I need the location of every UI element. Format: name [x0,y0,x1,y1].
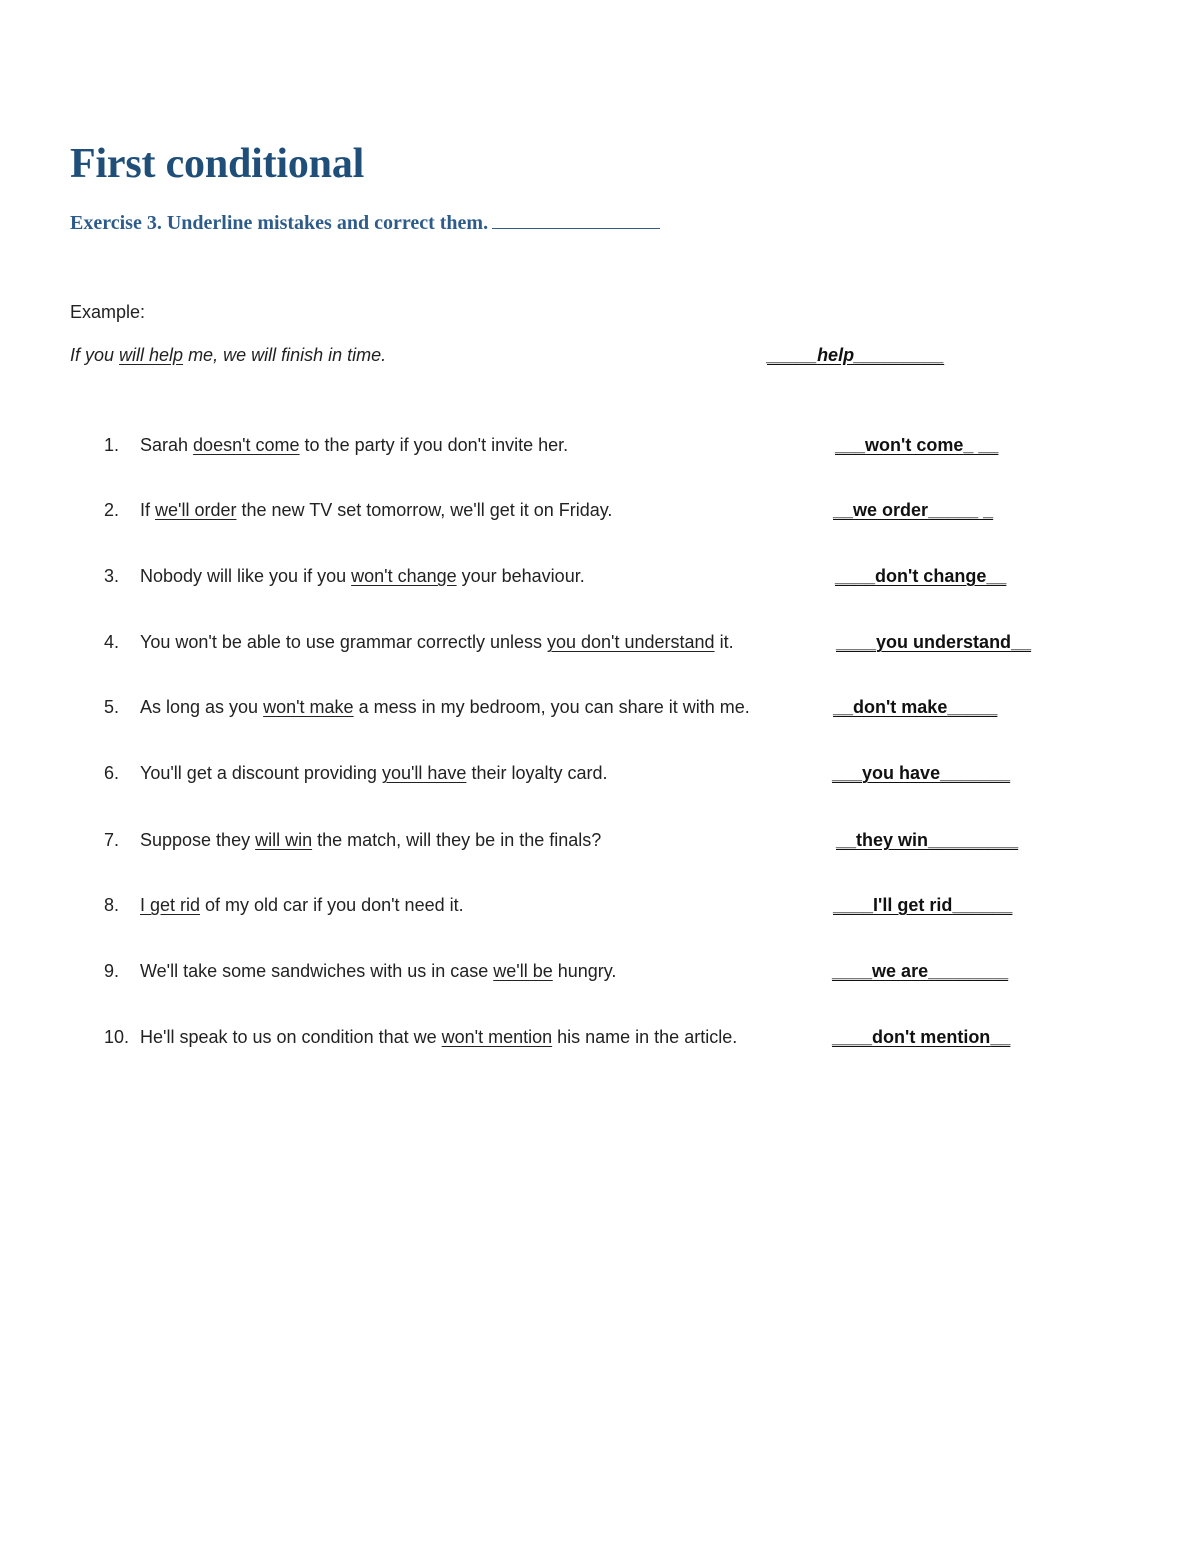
item-number: 2. [104,500,120,520]
exercise-item [104,961,616,982]
item-mistake: you don't understand [546,632,715,652]
item-mistake: you'll have [381,763,467,783]
item-text-before: Suppose they [140,830,256,850]
item-text-before: Sarah [140,435,194,455]
item-number: 5. [104,697,120,717]
exercise-item [104,566,585,587]
item-text-after: their loyalty card. [466,763,608,783]
item-text-before: You'll get a discount providing [140,763,382,783]
example-mistake: will help [119,345,184,365]
item-mistake: we'll be [493,961,553,981]
item-text-after: your behaviour. [456,566,585,586]
exercise-item [104,697,750,718]
item-answer-text: don't mention [872,1027,991,1047]
item-answer-text: we order [853,500,929,520]
item-answer: ____don't mention__ [832,1027,1011,1047]
item-answer-text: don't make [853,697,948,717]
item-text-after: it. [714,632,734,652]
item-text-before: We'll take some sandwiches with us in case [140,961,494,981]
item-answer: ____we are________ [832,961,1009,981]
item-text-before: As long as you [140,697,264,717]
item-text-after: the new TV set tomorrow, we'll get it on Friday. [236,500,613,520]
item-mistake: won't mention [441,1027,553,1047]
item-text-after: the match, will they be in the finals? [312,830,602,850]
item-answer: __we order_____ _ [833,500,994,520]
example-after: me, we will finish in time. [183,345,387,365]
exercise-item [104,1027,737,1048]
example-answer: _____help_________ [767,345,945,365]
example-sentence [70,345,386,366]
item-mistake: doesn't come [193,435,300,455]
item-answer-text: they win [856,830,929,850]
page-title: First conditional [70,141,365,187]
item-mistake: won't make [263,697,354,717]
item-answer-text: won't come [865,435,964,455]
item-answer-text: I'll get rid [873,895,953,915]
item-answer: __they win_________ [836,830,1019,850]
exercise-item [104,763,608,784]
item-answer-text: don't change [875,566,987,586]
item-answer-text: we are [872,961,929,981]
exercise-instruction-text: Exercise 3. Underline mistakes and correct them. [70,212,489,234]
item-number: 9. [104,961,120,981]
exercise-item [104,632,734,653]
exercise-item [104,830,601,851]
item-answer: ___you have_______ [832,763,1011,783]
item-number: 3. [104,566,120,586]
item-text-after: his name in the article. [552,1027,738,1047]
name-blank [492,212,660,229]
exercise-item [104,895,464,916]
item-mistake: we'll order [155,500,237,520]
item-answer-text: you understand [876,632,1012,652]
item-text-after: to the party if you don't invite her. [299,435,569,455]
item-answer: ___won't come_ __ [835,435,999,455]
item-text-after: of my old car if you don't need it. [200,895,464,915]
example-label: Example: [70,302,146,322]
example-answer-text: help [817,345,855,365]
item-text-after: a mess in my bedroom, you can share it with me. [353,697,750,717]
item-number: 1. [104,435,120,455]
item-text-before: Nobody will like you if you [140,566,352,586]
item-number: 4. [104,632,120,652]
item-answer: __don't make_____ [833,697,998,717]
item-mistake: will win [255,830,313,850]
item-answer: ____don't change__ [835,566,1007,586]
item-answer: ____I'll get rid______ [833,895,1013,915]
exercise-instruction [70,212,660,235]
exercise-item [104,500,612,521]
item-number: 10. [104,1027,130,1047]
item-number: 7. [104,830,120,850]
item-text-after: hungry. [552,961,617,981]
item-text-before: He'll speak to us on condition that we [140,1027,442,1047]
item-mistake: I get rid [140,895,201,915]
exercise-item [104,435,568,456]
item-number: 6. [104,763,120,783]
item-answer-text: you have [862,763,941,783]
item-answer: ____you understand__ [836,632,1032,652]
item-number: 8. [104,895,120,915]
example-before: If you [70,345,120,365]
item-mistake: won't change [351,566,457,586]
item-text-before: If [140,500,156,520]
item-text-before: You won't be able to use grammar correctly unless [140,632,547,652]
